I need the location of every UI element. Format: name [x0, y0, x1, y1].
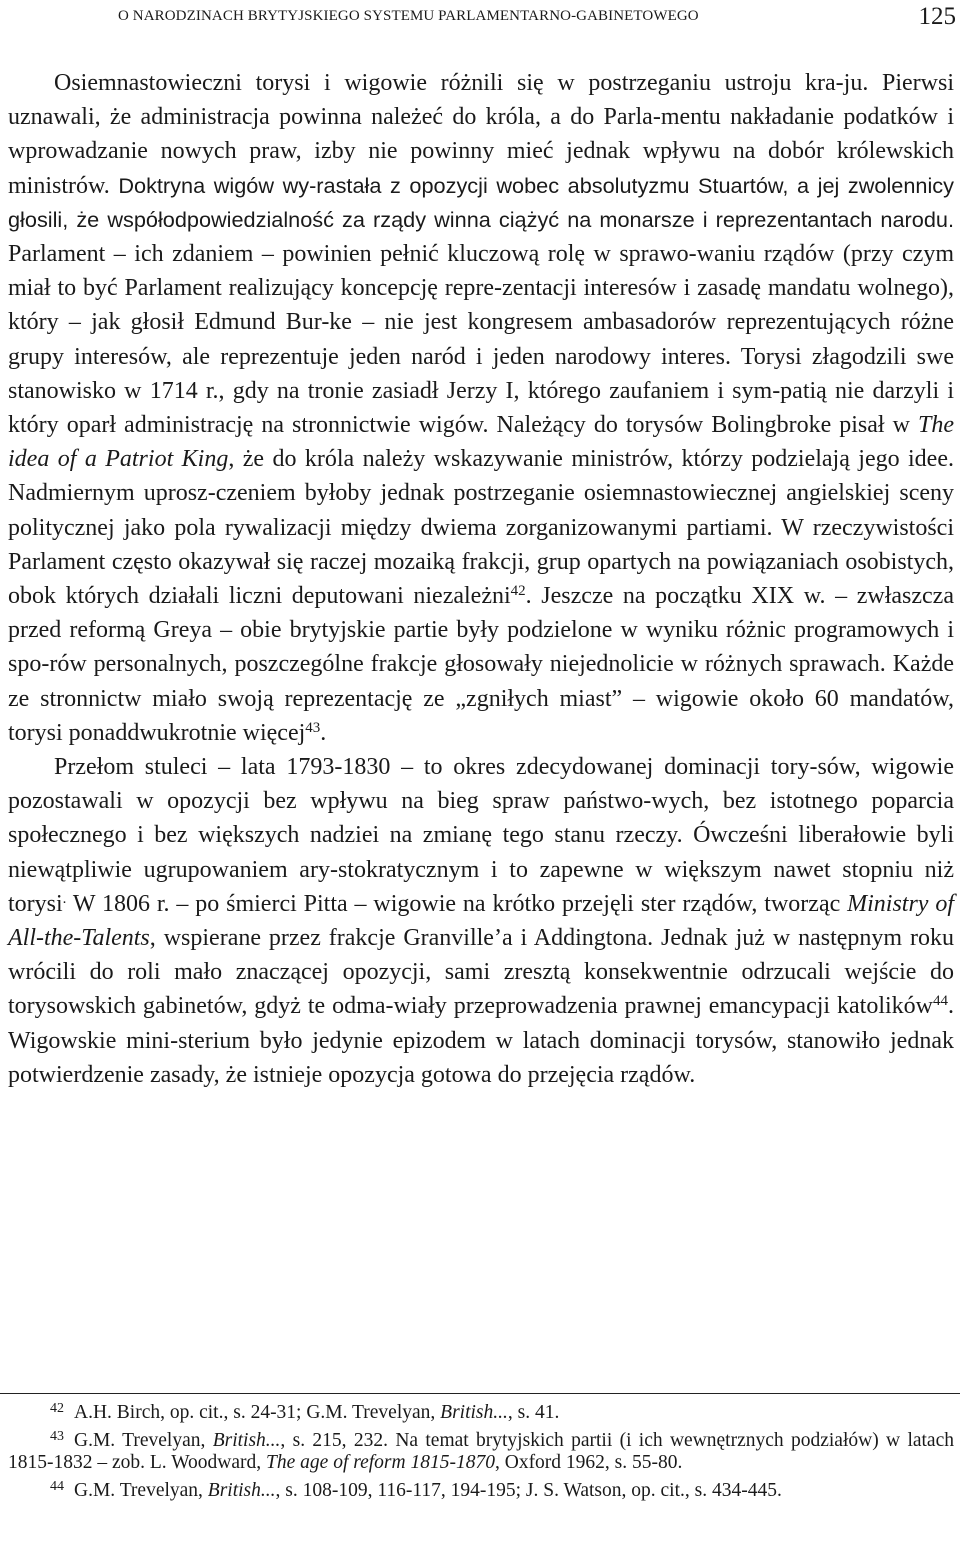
page-number: 125 — [918, 3, 956, 30]
p2-stray-dot: . — [62, 890, 67, 907]
p1-sentence-5: . Jeszcze na początku XIX w. – zwłaszcza przed reformą Greya – obie brytyjskie partie były podzielone w wyniku różnic programowych i spo-rów personalnych, poszczególne frakcje głosowały niejednolicie w różnych sprawach. Każde ze stronnictw miało swoją reprezentację ze „zgniłych miast” – wigowie około 60 mandatów, torysi ponaddwukrotnie więcej — [8, 583, 954, 746]
paragraph-1 — [8, 66, 954, 750]
running-title: O NARODZINACH BRYTYJSKIEGO SYSTEMU PARLAMENTARNO-GABINETOWEGO — [118, 8, 699, 24]
footnote-mark-43: 43 — [50, 1429, 64, 1444]
p1-sentence-2: Doktryna wigów wy-rastała z opozycji wobec absolutyzmu Stuartów, a jej zwolennicy głosili, że współodpowiedzialność za rządy winna ciążyć na monarsze i reprezentantach narodu. — [8, 172, 954, 232]
p1-sentence-6: . — [320, 719, 327, 746]
footnote-43-part-a: G.M. Trevelyan, — [74, 1430, 213, 1451]
footnote-44 — [8, 1480, 954, 1502]
footnote-ref-43[interactable]: 43 — [305, 719, 321, 736]
footnote-ref-44[interactable]: 44 — [933, 993, 948, 1010]
p2-sentence-2: W 1806 r. – po śmierci Pitta – wigowie na krótko przejęli ster rządów, tworząc — [66, 890, 848, 917]
footnote-separator — [0, 1393, 960, 1394]
footnotes — [8, 1402, 954, 1502]
footnote-44-part-a: G.M. Trevelyan, — [74, 1480, 208, 1501]
footnote-44-part-b: , s. 108-109, 116-117, 194-195; J. S. Watson, op. cit., s. 434-445. — [275, 1480, 782, 1501]
running-header — [118, 4, 956, 34]
p1-sentence-3: Parlament – ich zdaniem – powinien pełnić kluczową rolę w sprawo-waniu rządów (przy czym miał to być Parlament realizujący koncepcję repre-zentacji interesów i zasadę mandatu wolnego), który – jak głosił Edmund Bur-ke – nie jest kongresem ambasadorów reprezentujących różne grupy interesów, ale reprezentuje jeden naród i jeden narodowy interes. Torysi złagodzili swe stanowisko w 1714 r., gdy na tronie zasiadł Jerzy I, którego zaufaniem i sym-patią nie darzyli i który oparł administrację na stronnictwie wigów. Należący do torysów Bolingbroke pisał w — [8, 241, 954, 439]
footnote-42 — [8, 1402, 954, 1424]
p1-sentence-4: , że do króla należy wskazywanie ministrów, którzy podzielają jego idee. Nadmiernym uprosz-czeniem byłoby jednak postrzeganie osiemnastowiecznej angielskiej sceny politycznej jako pola rywalizacji między dwiema zorganizowanymi partiami. W rzeczywistości Parlament często okazywał się raczej mozaiką frakcji, grup opartych na powiązaniach osobistych, obok których działali liczni deputowani niezależni — [8, 446, 954, 610]
footnote-42-part-b: , s. 41. — [507, 1402, 560, 1423]
footnote-43-part-c: , Oxford 1962, s. 55-80. — [494, 1452, 683, 1473]
footnote-43-italic: British... — [212, 1430, 281, 1451]
footnote-42-part-a: A.H. Birch, op. cit., s. 24-31; G.M. Trevelyan, — [74, 1402, 441, 1423]
p2-sentence-4: . Wigowskie mini-sterium było jedynie epizodem w latach dominacji torysów, stanowiło jednak potwierdzenie zasady, że istnieje opozycja gotowa do przejęcia rządów. — [8, 993, 954, 1088]
p1-italic-title: The idea of a Patriot King — [8, 412, 954, 473]
footnote-mark-44: 44 — [50, 1479, 64, 1494]
footnote-mark-42: 42 — [50, 1401, 64, 1416]
footnote-42-italic: British... — [440, 1402, 508, 1423]
footnote-44-italic: British... — [207, 1480, 276, 1501]
p2-italic-ministry: Ministry of All-the-Talents — [8, 890, 954, 952]
footnote-43-italic-2: The age of reform 1815-1870 — [266, 1452, 495, 1473]
p2-sentence-3: , wspierane przez frakcje Granville’a i Addingtona. Jednak już w następnym roku wrócili do roli mało znaczącej opozycji, sami zresztą konsekwentnie odrzucali wejście do torysowskich gabinetów, gdyż te odma-wiały przeprowadzenia prawnej emancypacji katolików — [8, 925, 954, 1020]
main-text — [8, 66, 954, 1092]
p1-sentence-1: Osiemnastowieczni torysi i wigowie różnili się w postrzeganiu ustroju kra-ju. Pierwsi uznawali, że administracja powinna należeć do króla, a do Parla-mentu nakładanie podatków i wprowadzanie nowych praw, izby nie powinny mieć jednak wpływu na dobór królewskich ministrów. — [8, 70, 954, 199]
paragraph-2 — [8, 750, 954, 1092]
p2-sentence-1: Przełom stuleci – lata 1793-1830 – to okres zdecydowanej dominacji tory-sów, wigowie pozostawali w opozycji bez wpływu na bieg spraw państwo-wych, bez istotnego poparcia społecznego i bez większych nadziei na zmianę tego stanu rzeczy. Ówcześni liberałowie byli niewątpliwie ugrupowaniem ary-stokratycznym i to zapewne w większym nawet stopniu niż torysi — [8, 754, 954, 917]
footnote-43 — [8, 1430, 954, 1474]
footnote-ref-42[interactable]: 42 — [510, 583, 526, 600]
footnote-43-part-b: , s. 215, 232. Na temat brytyjskich partii (i ich wewnętrznych podziałów) w latach 1815-1832 – zob. L. Woodward, — [8, 1430, 954, 1473]
